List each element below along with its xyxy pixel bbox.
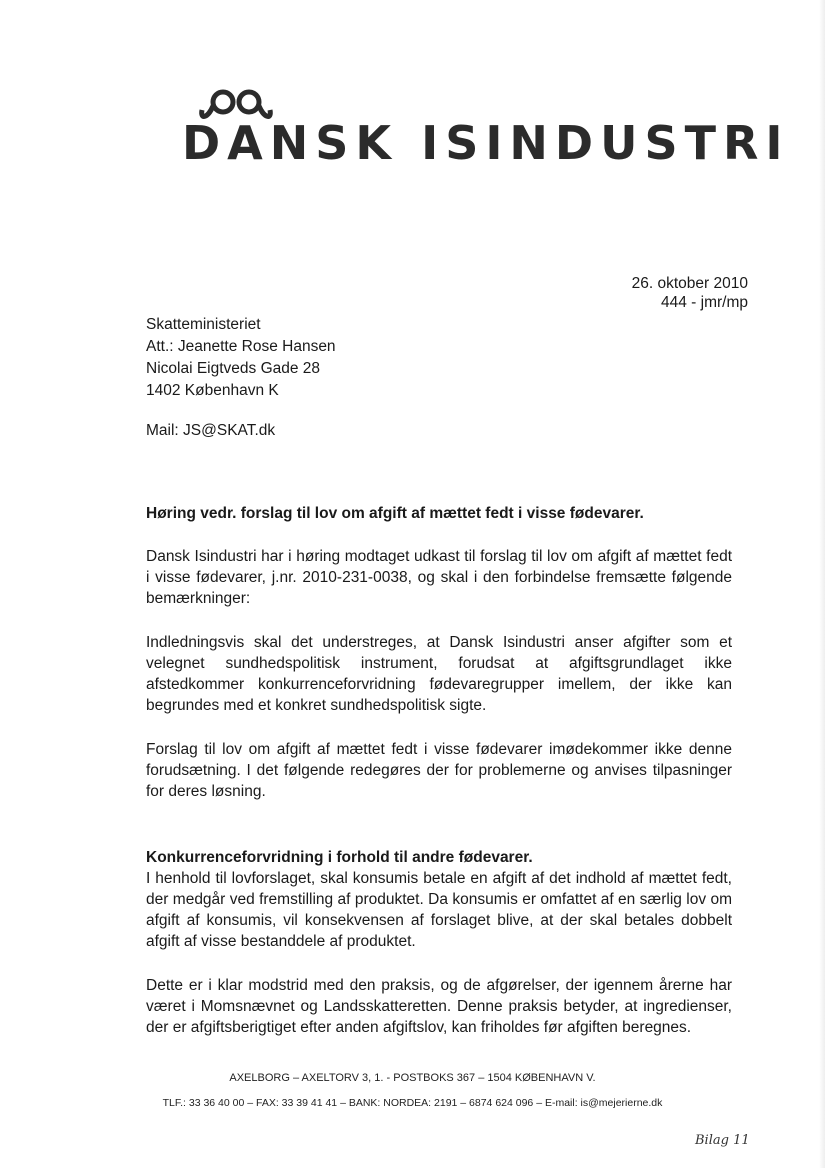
recipient-line: Skatteministeriet bbox=[146, 316, 261, 333]
letter-meta bbox=[632, 274, 748, 312]
recipient-line: Att.: Jeanette Rose Hansen bbox=[146, 338, 336, 355]
letter-reference: 444 - jmr/mp bbox=[661, 294, 748, 311]
letter-date: 26. oktober 2010 bbox=[631, 275, 748, 292]
recipient-line: Nicolai Eigtveds Gade 28 bbox=[146, 360, 321, 377]
handwritten-note: Bilag 11 bbox=[695, 1133, 750, 1148]
letter-subject: Høring vedr. forslag til lov om afgift af mættet fedt i visse fødevarer. bbox=[146, 505, 644, 522]
footer-contact: TLF.: 33 36 40 00 – FAX: 33 39 41 41 – BANK: NORDEA: 2191 – 6874 624 096 – E-mail: is@mejerierne.dk bbox=[162, 1097, 663, 1109]
recipient-line: 1402 København K bbox=[146, 382, 279, 399]
body-paragraph: Forslag til lov om afgift af mættet fedt i visse fødevarer imødekommer ikke denne forudsætning. I det følgende redegøres der for problemerne og anvises tilpasninger for deres løsning. bbox=[146, 741, 732, 800]
footer-address: AXELBORG – AXELTORV 3, 1. - POSTBOKS 367 – 1504 KØBENHAVN V. bbox=[229, 1072, 596, 1084]
recipient-mail: Mail: JS@SKAT.dk bbox=[146, 422, 276, 439]
scan-edge bbox=[819, 0, 825, 1168]
body-paragraph: Dette er i klar modstrid med den praksis, og de afgørelser, der igennem årerne har været i Momsnævnet og Landsskatteretten. Denne praksis betyder, at ingredienser, der er afgiftsberigtiget efter anden afgiftslov, kan friholdes før afgiften beregnes. bbox=[146, 977, 732, 1036]
logo-wordmark: DANSK ISINDUSTRI bbox=[182, 116, 790, 170]
body-paragraph: Dansk Isindustri har i høring modtaget udkast til forslag til lov om afgift af mættet fedt i visse fødevarer, j.nr. 2010-231-0038, og skal i den forbindelse fremsætte følgende bemærkninger: bbox=[146, 548, 732, 607]
body-paragraph: I henhold til lovforslaget, skal konsumis betale en afgift af det indhold af mættet fedt, der medgår ved fremstilling af produktet. Da konsumis er omfattet af en særlig lov om afgift af konsumis, vil konsekvensen af forslaget blive, at der skal betales dobbelt afgift af visse bestanddele af produktet. bbox=[146, 870, 732, 950]
body-paragraph: Indledningsvis skal det understreges, at Dansk Isindustri anser afgifter som et velegnet sundhedspolitisk instrument, forudsat at afgiftsgrundlaget ikke afstedkommer konkurrenceforvridning fødevaregrupper imellem, der ikke kan begrundes med et konkret sundhedspolitisk sigte. bbox=[146, 634, 732, 714]
section-heading: Konkurrenceforvridning i forhold til andre fødevarer. bbox=[146, 849, 533, 866]
letterhead-logo bbox=[182, 80, 790, 172]
recipient-address bbox=[146, 314, 336, 402]
